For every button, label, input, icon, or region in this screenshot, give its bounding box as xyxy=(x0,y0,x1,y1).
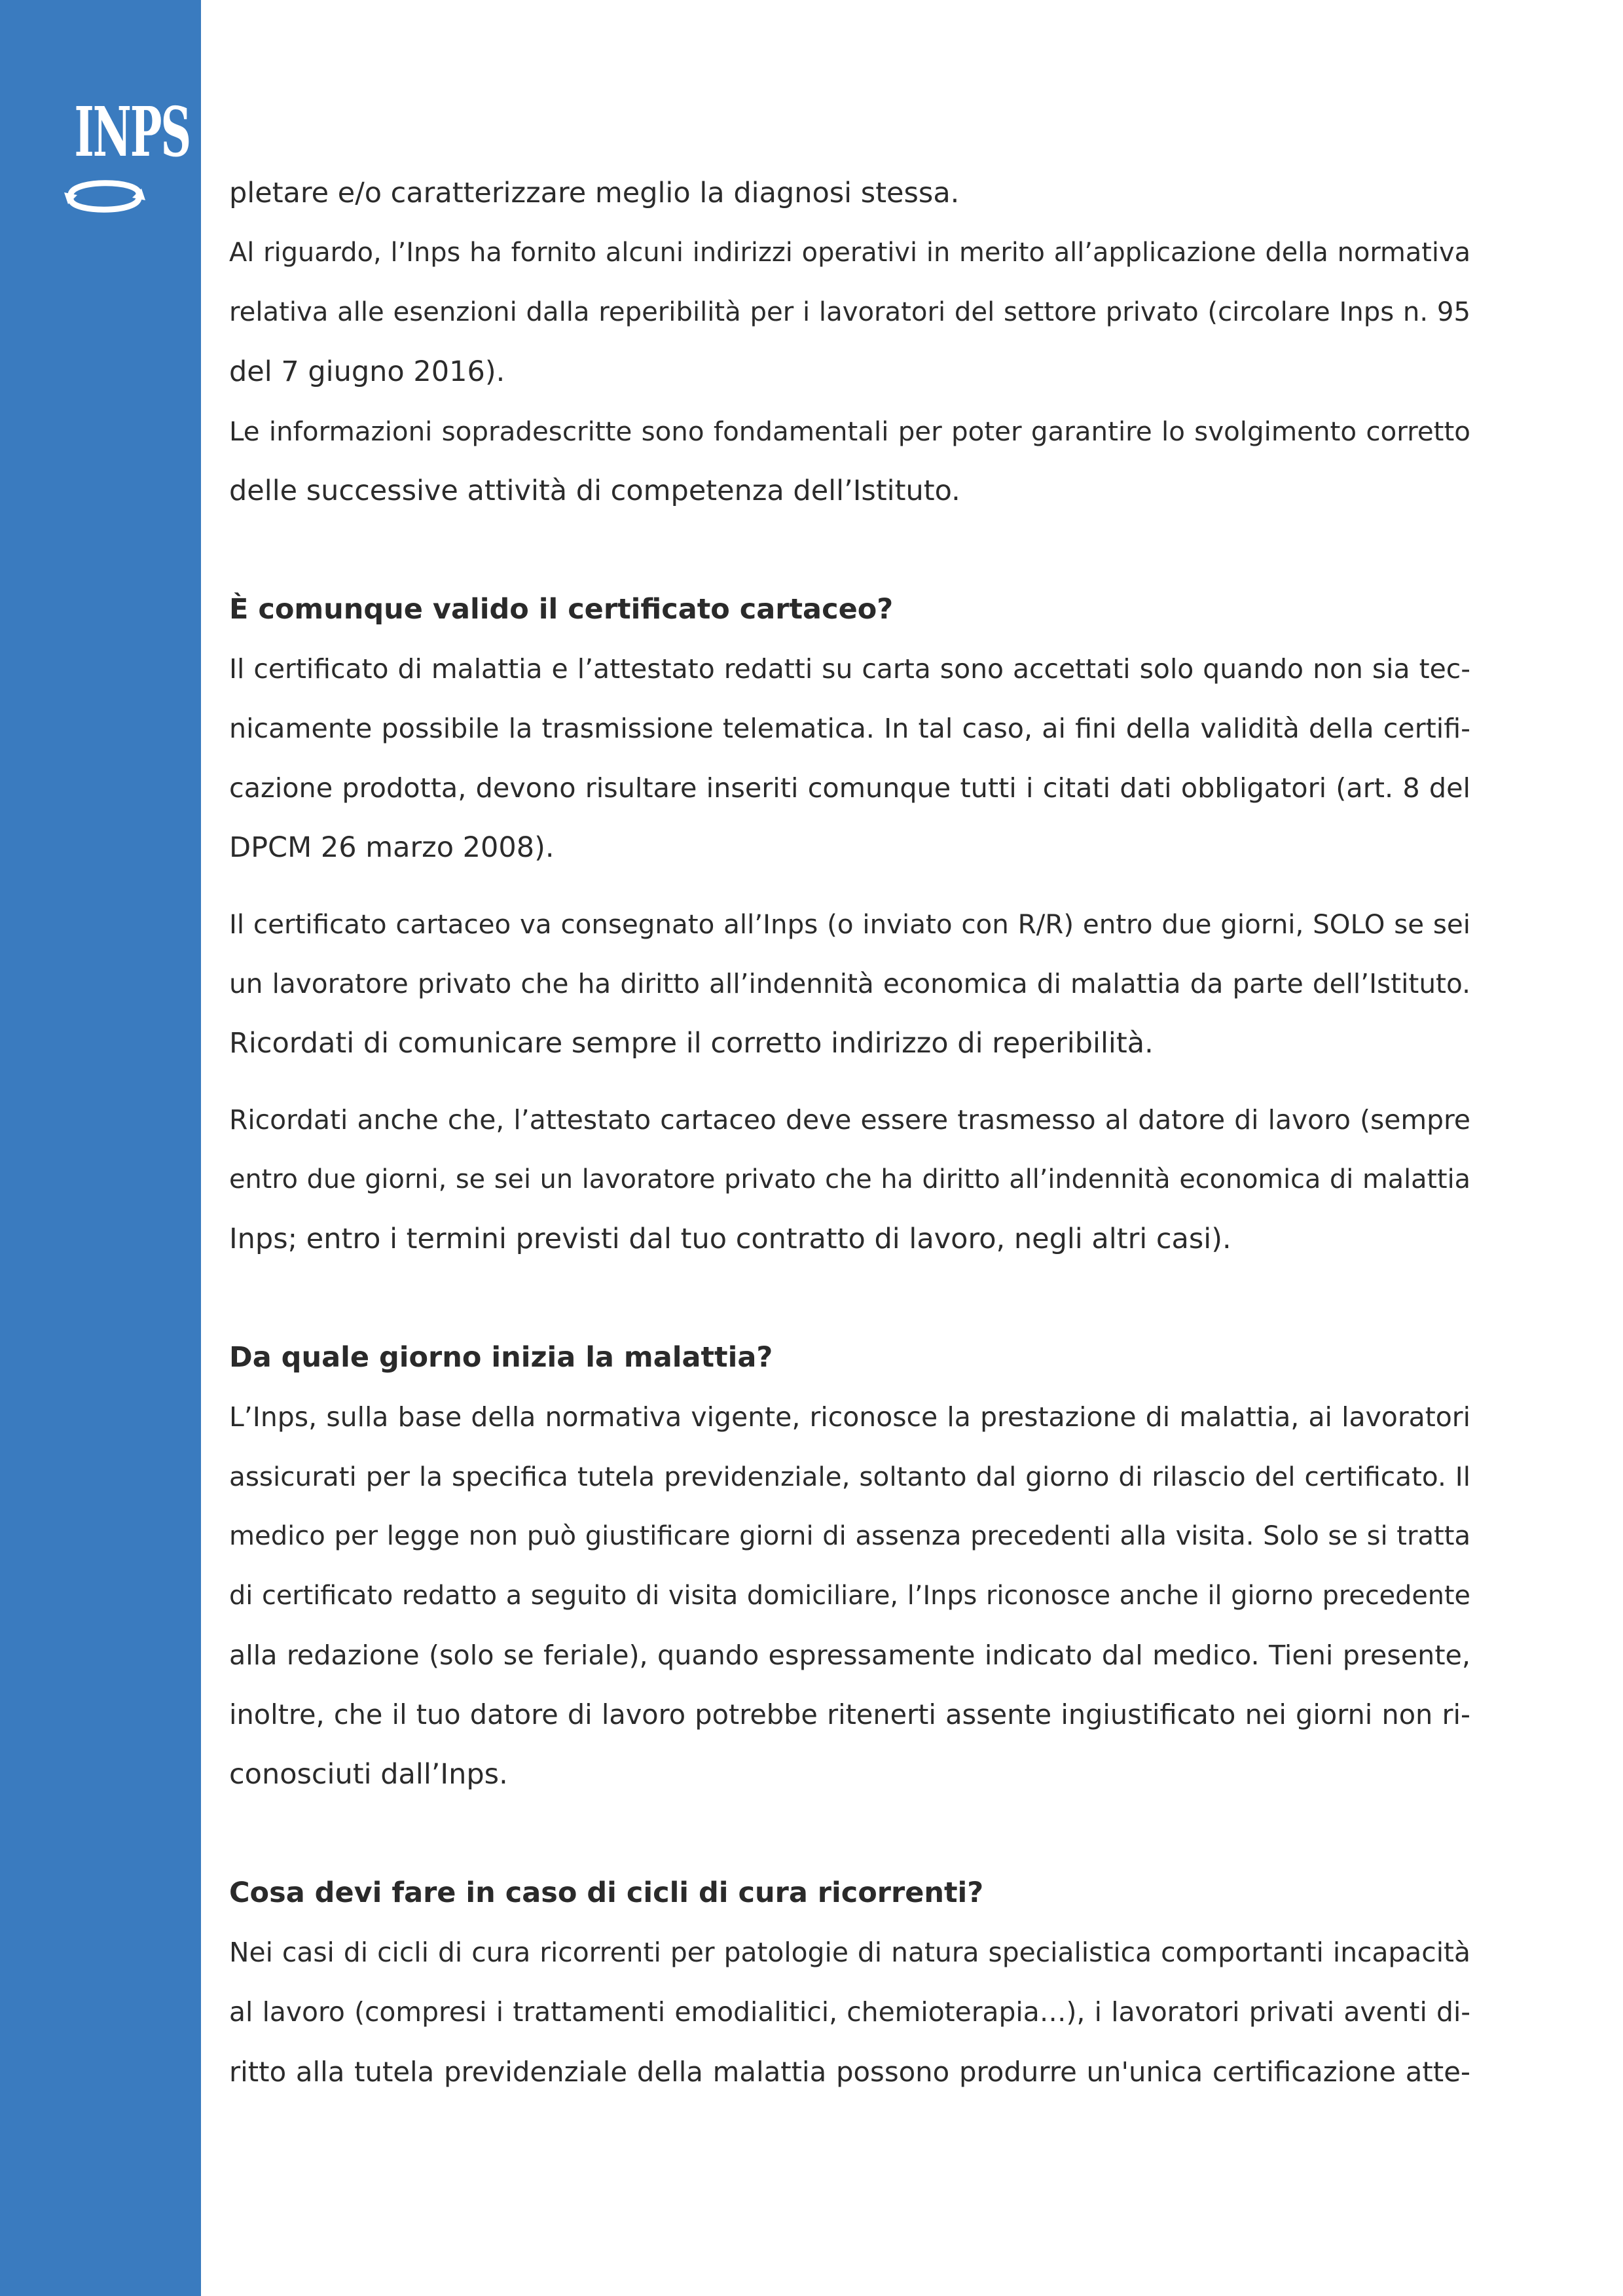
sidebar xyxy=(0,0,201,2296)
section-inizio-malattia xyxy=(229,1328,1470,1804)
text-line: medico per legge non può giustificare giorni di assenza precedenti alla visita. Solo se si tratta xyxy=(229,1521,1470,1551)
section-heading: È comunque valido il certificato cartaceo? xyxy=(229,593,894,626)
text-line: Il certificato di malattia e l’attestato redatti su carta sono accettati solo quando non sia tec- xyxy=(229,653,1470,685)
intro-paragraph xyxy=(229,164,1470,521)
section-heading: Cosa devi fare in caso di cicli di cura ricorrenti? xyxy=(229,1876,984,1909)
text-line: Nei casi di cicli di cura ricorrenti per patologie di natura specialistica comportanti incapacità xyxy=(229,1937,1470,1968)
text-line: cazione prodotta, devono risultare inseriti comunque tutti i citati dati obbligatori (art. 8 del xyxy=(229,772,1470,804)
text-line: ritto alla tutela previdenziale della malattia possono produrre un'unica certificazione atte- xyxy=(229,2056,1470,2088)
text-line: delle successive attività di competenza dell’Istituto. xyxy=(229,475,960,507)
paragraph xyxy=(229,1923,1470,2102)
text-line: al lavoro (compresi i trattamenti emodialitici, chemioterapia…), i lavoratori privati aventi di- xyxy=(229,1996,1470,2028)
paragraph xyxy=(229,1090,1470,1269)
text-line: conosciuti dall’Inps. xyxy=(229,1758,508,1791)
paragraph xyxy=(229,895,1470,1073)
text-line: Inps; entro i termini previsti dal tuo contratto di lavoro, negli altri casi). xyxy=(229,1223,1231,1255)
text-line: alla redazione (solo se feriale), quando espressamente indicato dal medico. Tieni presente, xyxy=(229,1640,1470,1671)
circular-arrows-icon xyxy=(59,168,151,220)
text-line: del 7 giugno 2016). xyxy=(229,355,505,388)
text-line: di certificato redatto a seguito di visita domiciliare, l’Inps riconosce anche il giorno precedente xyxy=(229,1581,1470,1611)
text-line: L’Inps, sulla base della normativa vigente, riconosce la prestazione di malattia, ai lavoratori xyxy=(229,1401,1470,1433)
text-line: nicamente possibile la trasmissione telematica. In tal caso, ai fini della validità della certifi- xyxy=(229,713,1470,744)
text-line: pletare e/o caratterizzare meglio la diagnosi stessa. xyxy=(229,177,960,209)
paragraph xyxy=(229,1388,1470,1804)
text-line: Il certificato cartaceo va consegnato all’Inps (o inviato con R/R) entro due giorni, SOLO se sei xyxy=(229,909,1470,940)
text-line: un lavoratore privato che ha diritto all’indennità economica di malattia da parte dell’Istituto. xyxy=(229,968,1470,999)
text-line: DPCM 26 marzo 2008). xyxy=(229,831,555,864)
text-line: inoltre, che il tuo datore di lavoro potrebbe ritenerti assente ingiustificato nei giorni non ri- xyxy=(229,1699,1470,1731)
text-line: relativa alle esenzioni dalla reperibilità per i lavoratori del settore privato (circolare Inps n. 95 xyxy=(229,297,1470,327)
text-line: Ricordati di comunicare sempre il corretto indirizzo di reperibilità. xyxy=(229,1027,1154,1060)
section-certificato-cartaceo xyxy=(229,580,1470,1269)
text-line: Al riguardo, l’Inps ha fornito alcuni indirizzi operativi in merito all’applicazione della normativa xyxy=(229,238,1470,268)
text-line: Ricordati anche che, l’attestato cartaceo deve essere trasmesso al datore di lavoro (sempre xyxy=(229,1104,1470,1136)
logo-text: INPS xyxy=(74,92,191,172)
inps-logo xyxy=(56,92,191,220)
section-cicli-di-cura xyxy=(229,1863,1470,2102)
text-line: entro due giorni, se sei un lavoratore privato che ha diritto all’indennità economica di malattia xyxy=(229,1164,1470,1194)
paragraph xyxy=(229,639,1470,878)
section-heading: Da quale giorno inizia la malattia? xyxy=(229,1341,773,1374)
text-line: assicurati per la specifica tutela previdenziale, soltanto dal giorno di rilascio del certificato. Il xyxy=(229,1461,1470,1492)
document-body xyxy=(229,164,1470,2102)
text-line: Le informazioni sopradescritte sono fondamentali per poter garantire lo svolgimento corretto xyxy=(229,416,1470,447)
